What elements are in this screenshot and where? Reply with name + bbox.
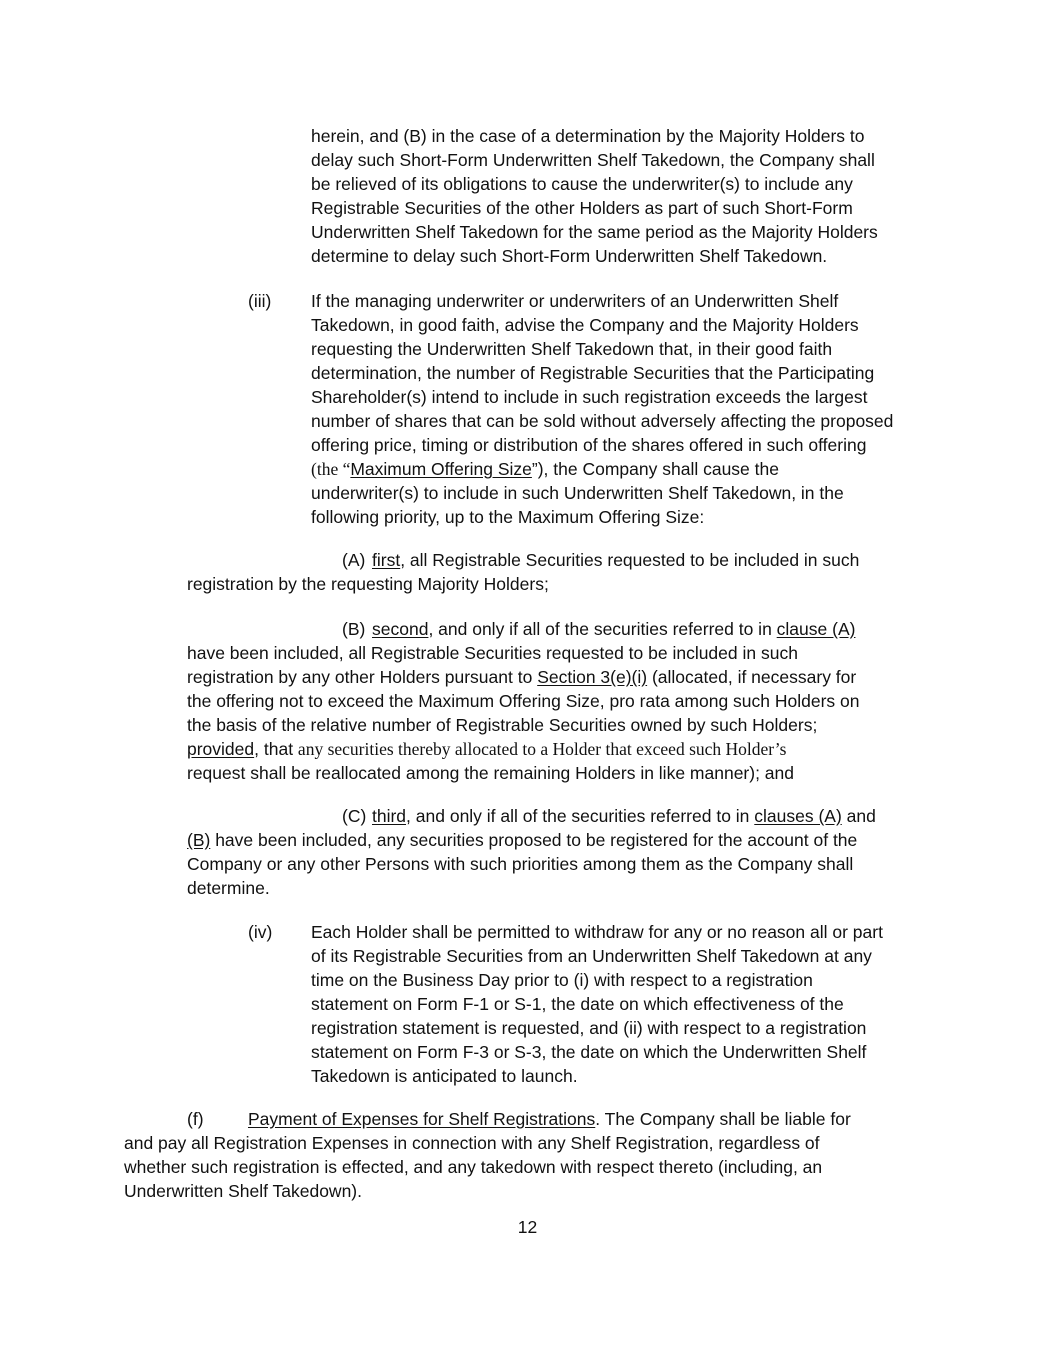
text-line: underwriter(s) to include in such Underwritten Shelf Takedown, in the: [311, 483, 844, 503]
text-line: If the managing underwriter or underwriters of an Underwritten Shelf: [311, 291, 839, 311]
text-fragment: , and only if all of the securities referred to in: [406, 806, 755, 826]
text-line: Underwritten Shelf Takedown).: [124, 1181, 362, 1201]
text-line: [311, 457, 779, 481]
section-f-label: (f): [187, 1109, 204, 1129]
defined-term: Maximum Offering Size: [350, 459, 532, 479]
text-fragment: ”), the Company shall cause the: [531, 459, 779, 479]
priority-term: second: [372, 619, 429, 639]
text-fragment: have been included, any securities proposed to be registered for the account of the: [210, 830, 858, 850]
cross-reference: clauses (A): [754, 806, 842, 826]
text-line: herein, and (B) in the case of a determination by the Majority Holders to: [311, 126, 865, 146]
text-line: offering price, timing or distribution of the shares offered in such offering: [311, 435, 867, 455]
text-line: the offering not to exceed the Maximum Offering Size, pro rata among such Holders on: [187, 691, 860, 711]
text-line: registration statement is requested, and (ii) with respect to a registration: [311, 1018, 867, 1038]
text-line: [372, 548, 859, 572]
text-fragment: registration by any other Holders pursuant to: [187, 667, 538, 687]
text-line: determine to delay such Short-Form Underwritten Shelf Takedown.: [311, 246, 828, 266]
page-number: 12: [517, 1217, 538, 1237]
text-line: [187, 828, 857, 852]
text-fragment: any securities thereby allocated to a Holder that exceed such Holder’s: [297, 739, 787, 759]
text-line: have been included, all Registrable Securities requested to be included in such: [187, 643, 798, 663]
section-heading: Payment of Expenses for Shelf Registrations: [248, 1109, 596, 1129]
item-b-label: (B): [342, 619, 366, 639]
text-line: of its Registrable Securities from an Underwritten Shelf Takedown at any: [311, 946, 872, 966]
text-fragment: . The Company shall be liable for: [595, 1109, 851, 1129]
item-a-label: (A): [342, 550, 366, 570]
text-line: [372, 617, 855, 641]
text-line: [187, 665, 856, 689]
text-line: [248, 1107, 851, 1131]
text-fragment: (the “: [311, 459, 351, 479]
text-line: determination, the number of Registrable Securities that the Participating: [311, 363, 875, 383]
text-line: request shall be reallocated among the remaining Holders in like manner); and: [187, 763, 795, 783]
priority-term: third: [372, 806, 407, 826]
text-line: Each Holder shall be permitted to withdraw for any or no reason all or part: [311, 922, 883, 942]
text-line: [372, 804, 876, 828]
priority-term: first: [372, 550, 401, 570]
text-line: delay such Short-Form Underwritten Shelf Takedown, the Company shall: [311, 150, 875, 170]
text-fragment: (allocated, if necessary for: [647, 667, 857, 687]
para-iii-label: (iii): [248, 291, 272, 311]
text-line: whether such registration is effected, and any takedown with respect thereto (including, an: [124, 1157, 823, 1177]
text-line: following priority, up to the Maximum Offering Size:: [311, 507, 705, 527]
text-line: and pay all Registration Expenses in connection with any Shelf Registration, regardless of: [124, 1133, 820, 1153]
text-fragment: , that: [254, 739, 298, 759]
text-line: statement on Form F-1 or S-1, the date on which effectiveness of the: [311, 994, 844, 1014]
text-line: [187, 737, 786, 761]
cross-reference: (B): [187, 830, 211, 850]
text-line: Underwritten Shelf Takedown for the same period as the Majority Holders: [311, 222, 878, 242]
text-line: time on the Business Day prior to (i) with respect to a registration: [311, 970, 813, 990]
text-line: Shareholder(s) intend to include in such registration exceeds the largest: [311, 387, 868, 407]
cross-reference: Section 3(e)(i): [537, 667, 648, 687]
text-line: determine.: [187, 878, 270, 898]
text-line: Takedown, in good faith, advise the Company and the Majority Holders: [311, 315, 859, 335]
text-fragment: , and only if all of the securities referred to in: [428, 619, 777, 639]
text-line: number of shares that can be sold without adversely affecting the proposed: [311, 411, 894, 431]
text-line: Takedown is anticipated to launch.: [311, 1066, 578, 1086]
text-fragment: and: [841, 806, 876, 826]
text-line: statement on Form F-3 or S-3, the date on which the Underwritten Shelf: [311, 1042, 867, 1062]
text-line: registration by the requesting Majority Holders;: [187, 574, 549, 594]
proviso-term: provided: [187, 739, 255, 759]
para-iv-label: (iv): [248, 922, 273, 942]
text-line: the basis of the relative number of Registrable Securities owned by such Holders;: [187, 715, 818, 735]
item-c-label: (C): [342, 806, 367, 826]
text-line: be relieved of its obligations to cause the underwriter(s) to include any: [311, 174, 853, 194]
text-line: Company or any other Persons with such priorities among them as the Company shall: [187, 854, 854, 874]
text-line: Registrable Securities of the other Holders as part of such Short-Form: [311, 198, 853, 218]
text-fragment: , all Registrable Securities requested to be included in such: [400, 550, 860, 570]
text-line: requesting the Underwritten Shelf Takedown that, in their good faith: [311, 339, 833, 359]
cross-reference: clause (A): [776, 619, 856, 639]
